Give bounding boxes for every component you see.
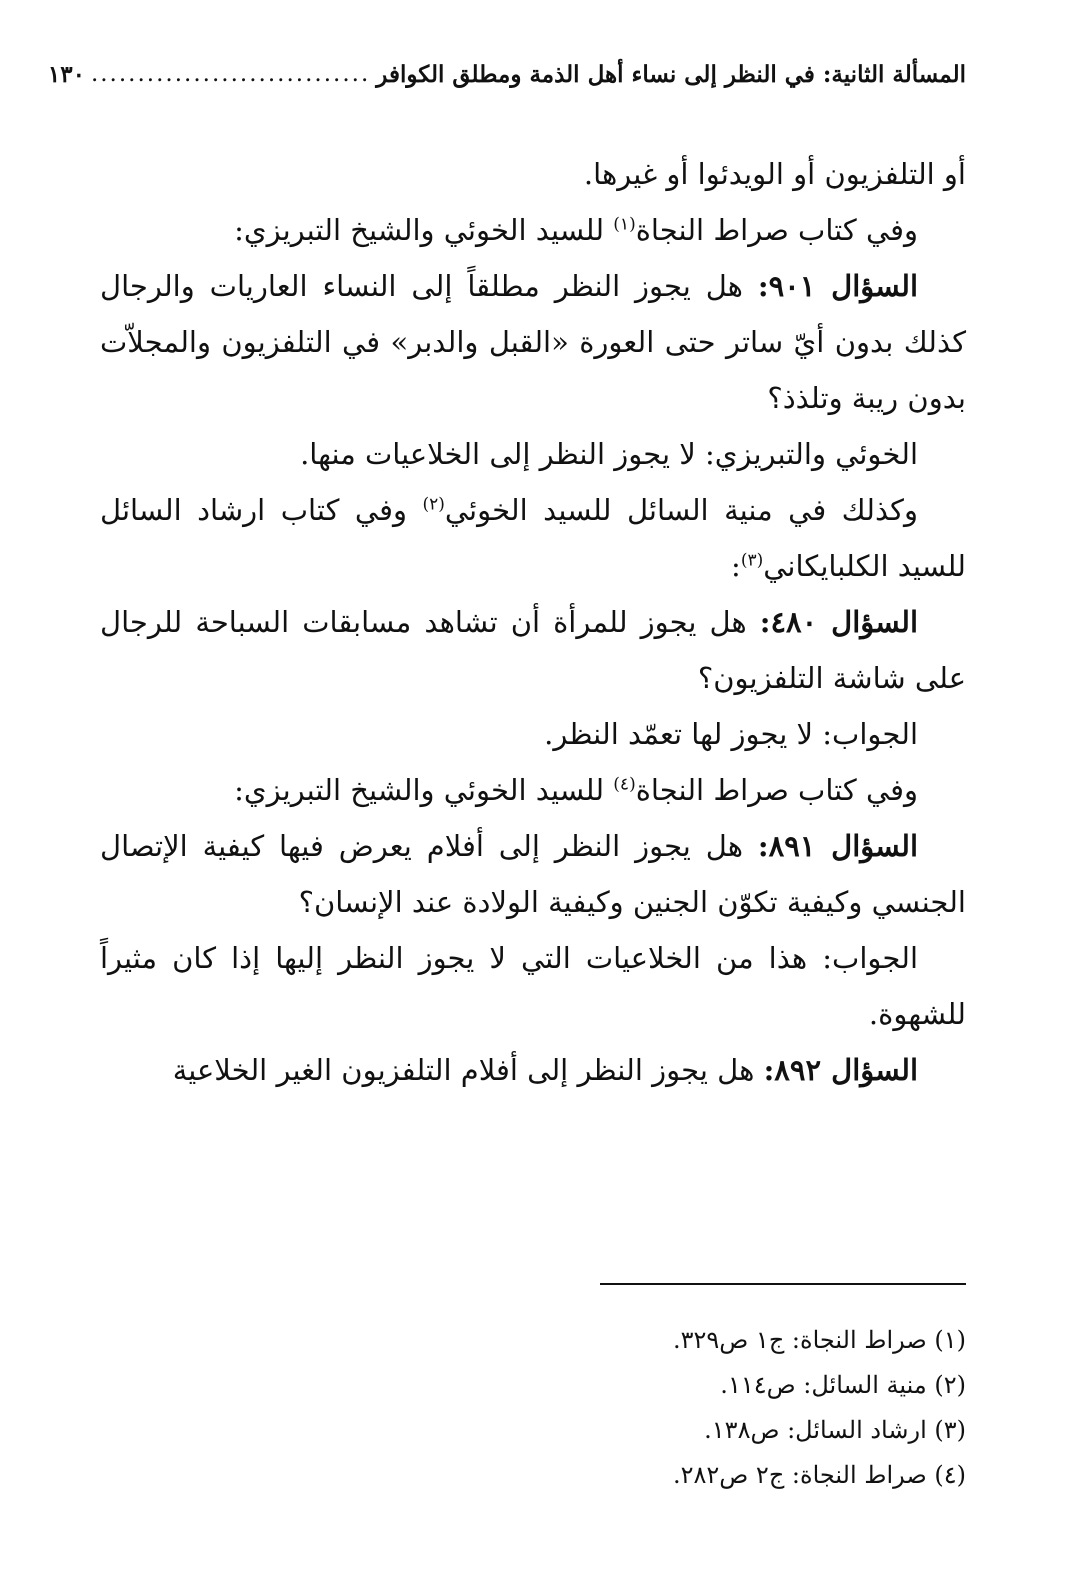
paragraph-question-891 [100, 818, 966, 930]
paragraph-source-2-3 [100, 482, 966, 594]
paragraph-text: : [731, 549, 741, 583]
question-label: السؤال ٨٩٢: [763, 1053, 918, 1087]
footnote-reference-4[interactable]: (٤) [613, 774, 636, 795]
footnotes [100, 1318, 966, 1498]
footnote-3: (٣) ارشاد السائل: ص١٣٨. [704, 1416, 966, 1444]
question-label: السؤال ٩٠١: [757, 269, 919, 303]
footnote-reference-1[interactable]: (١) [613, 214, 636, 235]
paragraph-text: الجواب: هذا من الخلاعيات التي لا يجوز النظر إليها إذا كان مثيراً للشهوة. [100, 941, 966, 1031]
paragraph-text: وفي كتاب صراط النجاة [635, 773, 918, 807]
footnote-1: (١) صراط النجاة: ج١ ص٣٢٩. [672, 1326, 966, 1354]
paragraph-text: هل يجوز النظر إلى أفلام يعرض فيها كيفية الإتصال الجنسي وكيفية تكوّن الجنين وكيفية الولادة عند الإنسان؟ [100, 829, 966, 919]
paragraph-text: هل يجوز النظر إلى أفلام التلفزيون الغير الخلاعية [172, 1053, 764, 1087]
running-head [47, 52, 966, 96]
paragraph-text: وفي كتاب صراط النجاة [635, 213, 918, 247]
running-head-title: المسألة الثانية: في النظر إلى نساء أهل الذمة ومطلق الكوافر [376, 60, 966, 88]
question-label: السؤال ٨٩١: [757, 829, 918, 863]
footnote-4: (٤) صراط النجاة: ج٢ ص٢٨٢. [672, 1461, 966, 1489]
paragraph-text: هل يجوز للمرأة أن تشاهد مسابقات السباحة للرجال على شاشة التلفزيون؟ [100, 605, 966, 695]
paragraph-question-480 [100, 594, 966, 706]
footnote-separator [600, 1283, 966, 1285]
paragraph-text: وفي كتاب ارشاد السائل للسيد الكلبايكاني [100, 493, 966, 583]
footnote-2: (٢) منية السائل: ص١١٤. [720, 1371, 966, 1399]
paragraph-text: للسيد الخوئي والشيخ التبريزي: [234, 213, 614, 247]
paragraph-text: الخوئي والتبريزي: لا يجوز النظر إلى الخلاعيات منها. [300, 437, 918, 471]
paragraph-text: للسيد الخوئي والشيخ التبريزي: [234, 773, 614, 807]
paragraph-answer-480 [100, 706, 966, 762]
paragraph-text: وكذلك في منية السائل للسيد الخوئي [444, 493, 918, 527]
question-label: السؤال ٤٨٠: [759, 605, 919, 639]
paragraph-source-4 [100, 762, 966, 818]
footnote-reference-2[interactable]: (٢) [422, 494, 445, 515]
running-head-leader-dots: .............................. [90, 61, 371, 87]
paragraph-answer-891 [100, 930, 966, 1042]
footnote-reference-3[interactable]: (٣) [740, 550, 764, 571]
paragraph-text: الجواب: لا يجوز لها تعمّد النظر. [544, 717, 918, 751]
paragraph-source-1 [100, 202, 966, 258]
body-text [100, 146, 966, 1098]
paragraph-intro-continuation [100, 146, 966, 202]
page-number: ١٣٠ [47, 60, 85, 88]
paragraph-question-901 [100, 258, 966, 426]
paragraph-text: هل يجوز النظر مطلقاً إلى النساء العاريات والرجال كذلك بدون أيّ ساتر حتى العورة «القبل والدبر» في التلفزيون والمجلاّت بدون ريبة وتلذذ؟ [100, 269, 966, 415]
paragraph-answer-901 [100, 426, 966, 482]
paragraph-text: أو التلفزيون أو الويدئوا أو غيرها. [583, 157, 966, 191]
paragraph-question-892 [100, 1042, 966, 1098]
